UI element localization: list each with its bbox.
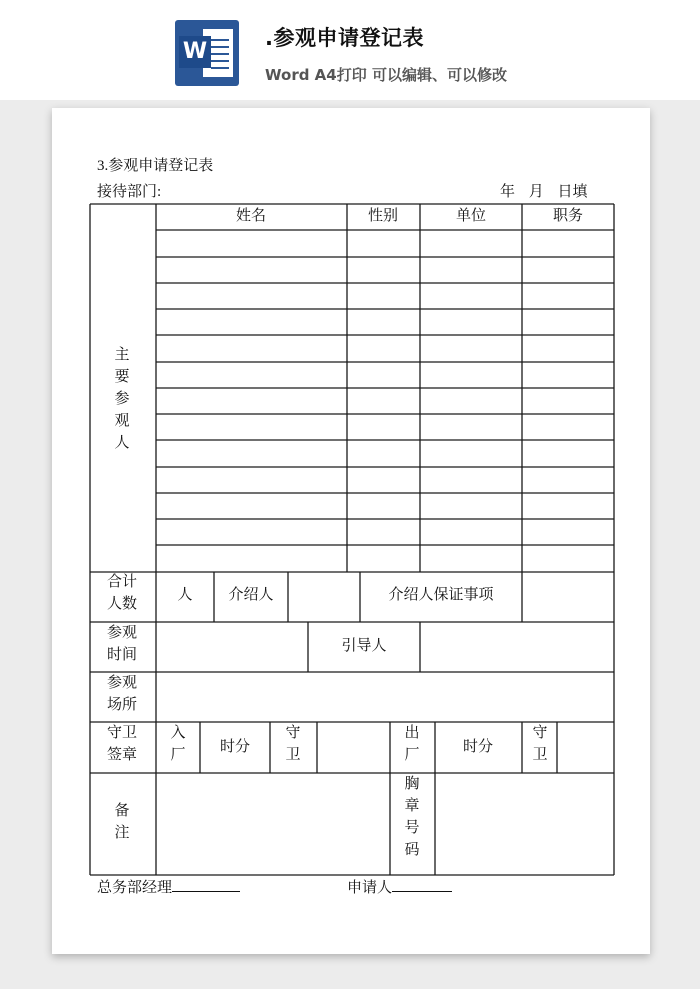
exit-time-label: 时分 — [462, 739, 494, 755]
column-header-gender: 性别 — [367, 208, 399, 224]
visit-time-label: 参观时间 — [106, 625, 137, 663]
badge-number-label: 胸章号码 — [404, 776, 420, 858]
word-letter: W — [179, 36, 211, 68]
page-subtitle: Word A4打印 可以编辑、可以修改 — [265, 66, 507, 84]
applicant-blank[interactable] — [392, 877, 452, 892]
manager-label: 总务部经理 — [97, 880, 173, 896]
applicant-label: 申请人 — [347, 880, 393, 896]
column-header-position: 职务 — [552, 208, 584, 224]
guard-label-enter: 守卫 — [285, 725, 301, 763]
enter-time-label: 时分 — [219, 739, 251, 755]
document-page — [52, 108, 650, 954]
fill-date-label: 年 月 日填 — [500, 184, 588, 200]
document-title: 3.参观申请登记表 — [97, 158, 214, 174]
guide-label: 引导人 — [341, 638, 387, 654]
column-header-name: 姓名 — [235, 208, 267, 224]
person-unit-label: 人 — [177, 587, 193, 603]
manager-signature — [97, 876, 240, 897]
guard-label-exit: 守卫 — [532, 725, 548, 763]
column-header-unit: 单位 — [455, 208, 487, 224]
page-title: .参观申请登记表 — [265, 26, 424, 50]
exit-factory-label: 出厂 — [404, 725, 420, 763]
word-document-icon — [175, 20, 239, 86]
reception-dept-label: 接待部门: — [97, 184, 162, 200]
applicant-signature — [347, 876, 452, 897]
visit-place-label: 参观场所 — [106, 675, 137, 713]
enter-factory-label: 入厂 — [170, 725, 186, 763]
remarks-label: 备注 — [114, 803, 130, 841]
guard-sign-label: 守卫签章 — [106, 725, 137, 763]
form-grid — [52, 108, 650, 954]
introducer-guarantee-label: 介绍人保证事项 — [388, 587, 494, 603]
total-count-label: 合计人数 — [106, 574, 137, 612]
introducer-label: 介绍人 — [228, 587, 274, 603]
header-bar — [0, 0, 700, 100]
main-visitors-label: 主要参观人 — [114, 347, 130, 451]
manager-blank[interactable] — [172, 877, 240, 892]
